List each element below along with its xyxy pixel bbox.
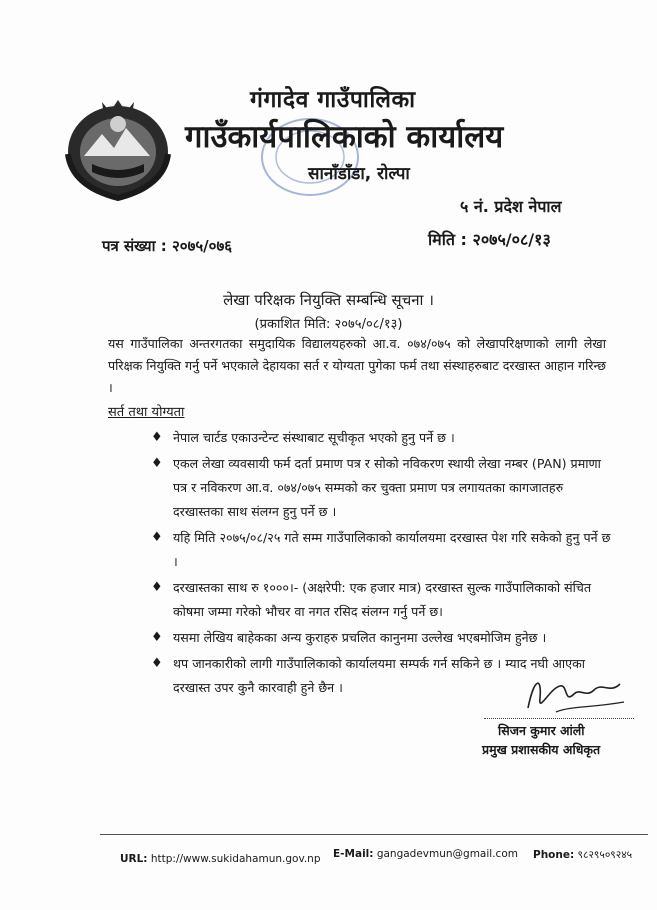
signature-line xyxy=(484,718,634,719)
notice-intro: यस गाउँपालिका अन्तरगतका समुदायिक विद्यालयहरुको आ.व. ०७४/०७५ को लेखापरिक्षणाको लागी लेखा परिक्षक नियुक्ति गर्नु पर्ने भएकाले देहायका सर्त र योग्यता पुगेका फर्म तथा संस्थाहरुबाट दरखास्त आहान गरिन्छ । xyxy=(108,336,606,395)
conditions-list xyxy=(145,426,615,702)
footer-url xyxy=(120,853,321,865)
handwritten-signature xyxy=(520,668,630,720)
province-label: ५ नं. प्रदेश नेपाल xyxy=(460,197,562,216)
published-date: (प्रकाशित मिति: २०७५/०८/१३) xyxy=(254,317,403,332)
list-item xyxy=(145,426,615,450)
condition-text: यहि मिति २०७५/०८/२५ गते सम्म गाउँपालिकाको कार्यालयमा दरखास्त पेश गरि सकेको हुनु पर्ने छ । xyxy=(173,530,611,569)
office-name: गाउँकार्यपालिकाको कार्यालय xyxy=(185,119,504,155)
notice-title: लेखा परिक्षक नियुक्ति सम्बन्धि सूचना । xyxy=(223,291,434,309)
email-link[interactable]: gangadevmun@gmail.com xyxy=(376,848,518,860)
footer-phone xyxy=(533,848,632,862)
diamond-bullet-icon: ♦ xyxy=(151,430,163,445)
signatory-title: प्रमुख प्रशासकीय अधिकृत xyxy=(482,742,601,757)
letter-date: मिति : २०७५/०८/१३ xyxy=(428,230,551,249)
list-item xyxy=(145,526,615,574)
phone-number: ९८२९५०९२४५ xyxy=(577,849,633,861)
diamond-bullet-icon: ♦ xyxy=(151,530,163,545)
office-location: सानाँडाँडा, रोल्पा xyxy=(308,164,410,184)
conditions-heading: सर्त तथा योग्यता xyxy=(108,405,185,420)
footer-email xyxy=(333,848,518,860)
url-label: URL: xyxy=(120,853,148,865)
condition-text: दरखास्तका साथ रु १०००।- (अक्षरेपी: एक हजार मात्र) दरखास्त सुल्क गाउँपालिकाको संचित कोषमा जम्मा गरेको भौचर वा नगत रसिद संलग्न गर्नु पर्ने छ। xyxy=(173,580,592,619)
condition-text: थप जानकारीको लागी गाउँपालिकाको कार्यालयमा सम्पर्क गर्न सकिने छ । म्याद नघी आएका दरखास्त उपर कुनै कारवाही हुने छैन । xyxy=(173,656,586,695)
nepal-government-emblem-icon xyxy=(62,94,174,202)
diamond-bullet-icon: ♦ xyxy=(151,456,163,471)
reference-number: पत्र संख्या : २०७५/०७६ xyxy=(102,237,233,255)
email-label: E-Mail: xyxy=(333,848,374,860)
diamond-bullet-icon: ♦ xyxy=(151,656,163,671)
footer-divider xyxy=(100,834,648,835)
diamond-bullet-icon: ♦ xyxy=(151,630,163,645)
municipality-name: गंगादेव गाउँपालिका xyxy=(250,87,416,113)
list-item xyxy=(145,626,615,650)
list-item xyxy=(145,452,615,524)
url-link[interactable]: http://www.sukidahamun.gov.np xyxy=(150,853,321,865)
condition-text: यसमा लेखिय बाहेकका अन्य कुराहरु प्रचलित कानुनमा उल्लेख भएबमोजिम हुनेछ । xyxy=(173,630,547,645)
phone-label: Phone: xyxy=(533,849,575,861)
condition-text: एकल लेखा व्यवसायी फर्म दर्ता प्रमाण पत्र र सोको नविकरण स्थायी लेखा नम्बर (PAN) प्रमाणा पत्र र नविकरण आ.व. ०७४/०७५ सम्मको कर चुक्ता प्रमाण पत्र लगायतका कागजातहरु दरखास्तका साथ संलग्न हुनु पर्ने छ । xyxy=(173,456,601,519)
diamond-bullet-icon: ♦ xyxy=(151,580,163,595)
condition-text: नेपाल चार्टड एकाउन्टेन्ट संस्थाबाट सूचीकृत भएको हुनु पर्ने छ । xyxy=(173,430,455,445)
list-item xyxy=(145,576,615,624)
signatory-name: सिजन कुमार आंली xyxy=(498,723,585,738)
